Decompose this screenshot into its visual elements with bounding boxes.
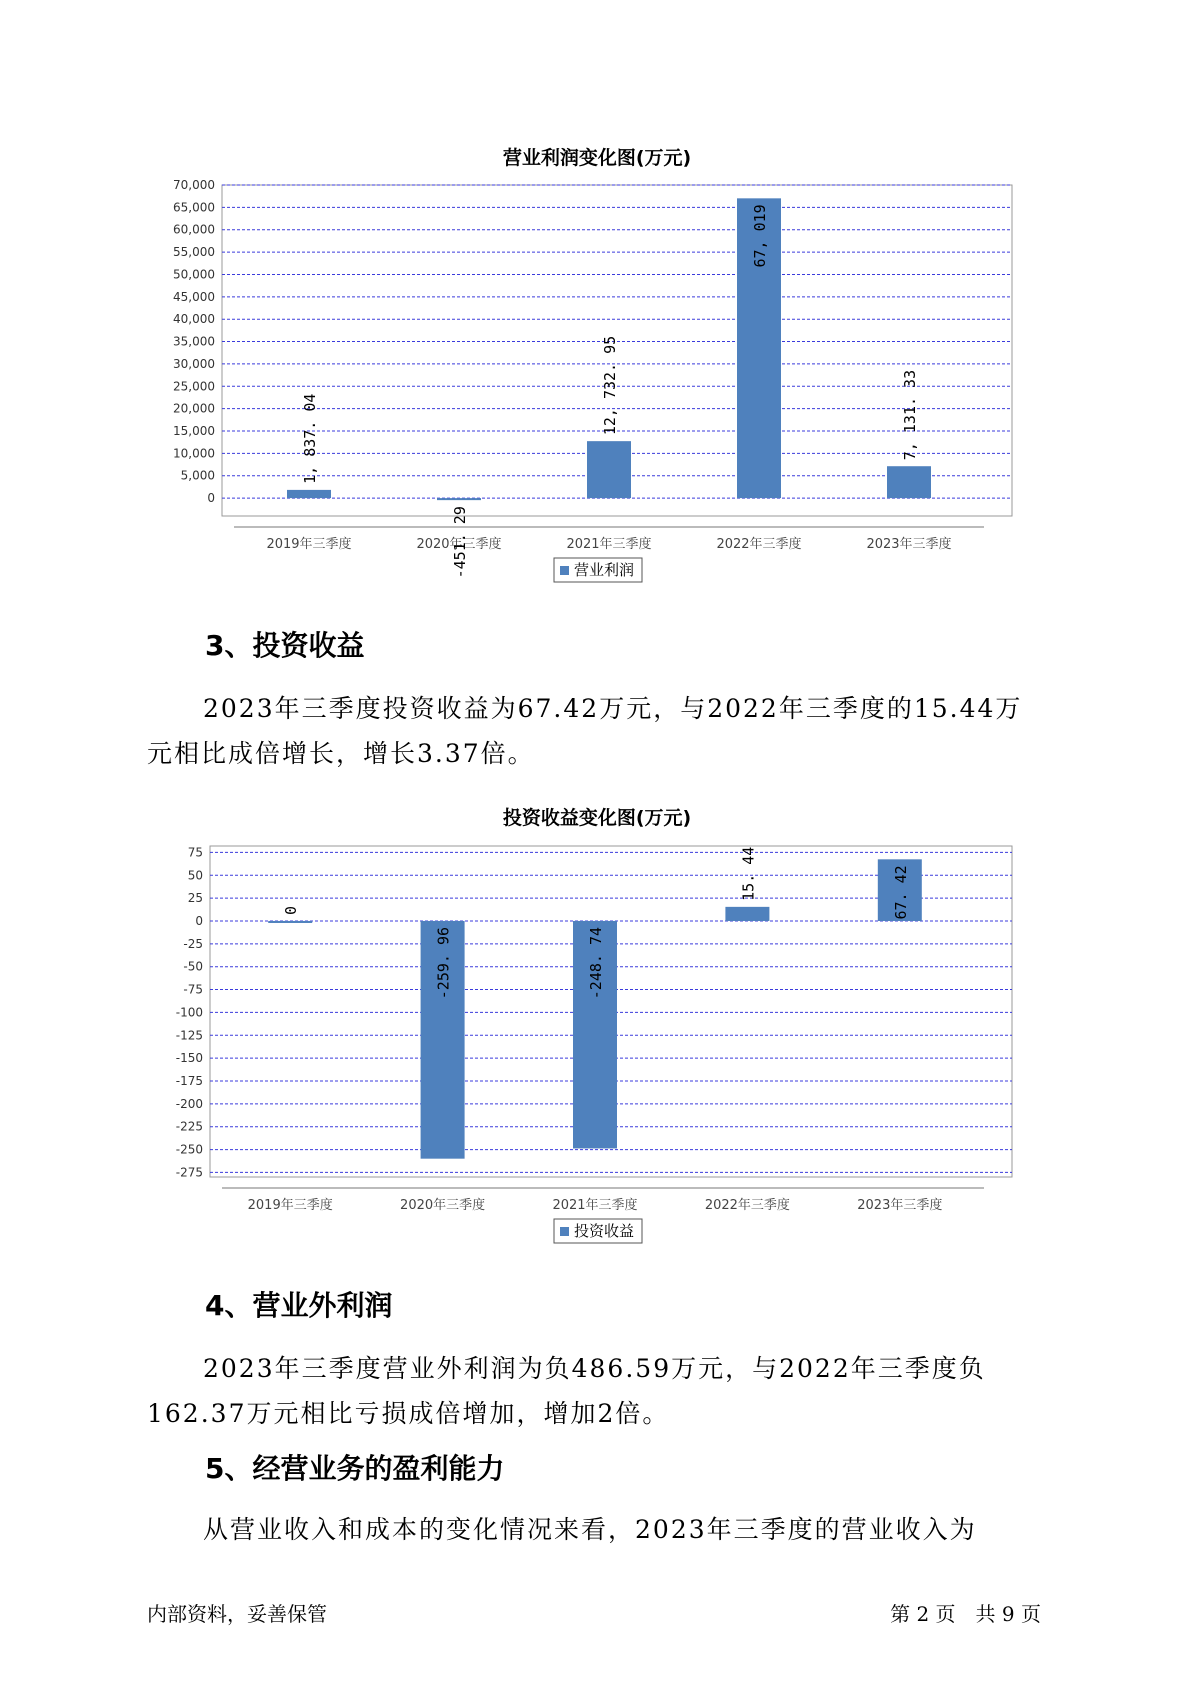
bar: [725, 907, 769, 921]
paragraph-operating-profitability-text: 从营业收入和成本的变化情况来看，2023年三季度的营业收入为: [203, 1515, 977, 1544]
bar: [587, 441, 631, 498]
y-tick-label: 45,000: [173, 289, 215, 304]
y-tick-label: 50,000: [173, 267, 215, 282]
y-tick-label: -50: [183, 959, 203, 974]
y-tick-label: 25,000: [173, 379, 215, 394]
y-tick-label: -200: [175, 1096, 203, 1111]
section-heading-operating-profitability: 5、经营业务的盈利能力: [205, 1452, 505, 1485]
y-tick-label: 15,000: [173, 424, 215, 439]
x-tick-label: 2021年三季度: [566, 537, 652, 552]
section-heading-non-operating-profit: 4、营业外利润: [205, 1289, 393, 1322]
y-tick-label: 60,000: [173, 222, 215, 237]
y-tick-label: 35,000: [173, 334, 215, 349]
data-label: 1, 837. 04: [301, 393, 319, 484]
data-label: -248. 74: [587, 926, 605, 1000]
bar: [437, 498, 481, 500]
paragraph-investment-income-text: 2023年三季度投资收益为67.42万元，与2022年三季度的15.44万元相比成倍增长，增长3.37倍。: [147, 694, 1023, 768]
y-tick-label: 0: [207, 491, 215, 506]
x-tick-label: 2020年三季度: [400, 1198, 486, 1213]
y-tick-label: -175: [175, 1073, 203, 1088]
y-tick-label: -250: [175, 1142, 203, 1157]
data-label: 67, 019: [751, 204, 769, 268]
y-tick-label: 40,000: [173, 312, 215, 327]
bar: [887, 466, 931, 498]
y-tick-label: 65,000: [173, 200, 215, 215]
paragraph-operating-profitability: [147, 1507, 1047, 1552]
x-tick-label: 2022年三季度: [704, 1198, 790, 1213]
x-tick-label: 2021年三季度: [552, 1198, 638, 1213]
data-label: 7, 131. 33: [901, 369, 919, 461]
y-tick-label: -25: [183, 936, 203, 951]
operating-profit-chart: [0, 120, 1191, 600]
legend-label: 营业利润: [574, 561, 635, 579]
y-tick-label: -75: [183, 982, 203, 997]
x-tick-label: 2020年三季度: [416, 537, 502, 552]
footer-confidential-note: 内部资料，妥善保管: [147, 1602, 327, 1626]
y-tick-label: -150: [175, 1051, 203, 1066]
data-label: -451. 29: [451, 506, 469, 579]
bar: [268, 921, 312, 923]
y-tick-label: 20,000: [173, 401, 215, 416]
investment-income-chart-svg: [0, 797, 1191, 1257]
y-tick-label: -125: [175, 1028, 203, 1043]
legend-swatch: [560, 1227, 569, 1236]
chart-title: 营业利润变化图(万元): [502, 147, 692, 169]
operating-profit-chart-svg: [0, 120, 1191, 600]
data-label: 15. 44: [739, 846, 758, 901]
chart-title: 投资收益变化图(万元): [502, 807, 692, 829]
y-tick-label: 50: [187, 868, 203, 883]
y-tick-label: 70,000: [173, 178, 215, 192]
paragraph-non-operating-profit-text: 2023年三季度营业外利润为负486.59万元，与2022年三季度负162.37万元相比亏损成倍增加，增加2倍。: [147, 1354, 986, 1428]
paragraph-investment-income: [147, 686, 1047, 776]
data-label: -259. 96: [434, 926, 453, 1000]
data-label: 0: [282, 905, 301, 915]
y-tick-label: 5,000: [180, 468, 215, 483]
x-tick-label: 2019年三季度: [247, 1198, 333, 1213]
y-tick-label: 10,000: [173, 446, 215, 461]
y-tick-label: -100: [175, 1005, 203, 1020]
x-tick-label: 2023年三季度: [866, 537, 952, 552]
y-tick-label: 55,000: [173, 245, 215, 260]
y-tick-label: 25: [187, 891, 203, 906]
data-label: 12, 732. 95: [601, 335, 619, 436]
section-heading-investment-income: 3、投资收益: [205, 629, 365, 662]
y-tick-label: -275: [175, 1165, 203, 1180]
data-label: 67. 42: [891, 865, 910, 920]
paragraph-non-operating-profit: [147, 1346, 1047, 1436]
x-tick-label: 2023年三季度: [857, 1198, 943, 1213]
y-tick-label: 75: [187, 845, 203, 860]
y-tick-label: 30,000: [173, 356, 215, 371]
bar: [287, 490, 331, 498]
legend-swatch: [560, 566, 569, 575]
investment-income-chart: [0, 797, 1191, 1257]
y-tick-label: -225: [175, 1119, 203, 1134]
footer-page-number: 第 2 页 共 9 页: [890, 1602, 1041, 1626]
x-tick-label: 2019年三季度: [266, 537, 352, 552]
y-tick-label: 0: [195, 913, 203, 928]
x-tick-label: 2022年三季度: [716, 537, 802, 552]
legend-label: 投资收益: [574, 1222, 635, 1240]
